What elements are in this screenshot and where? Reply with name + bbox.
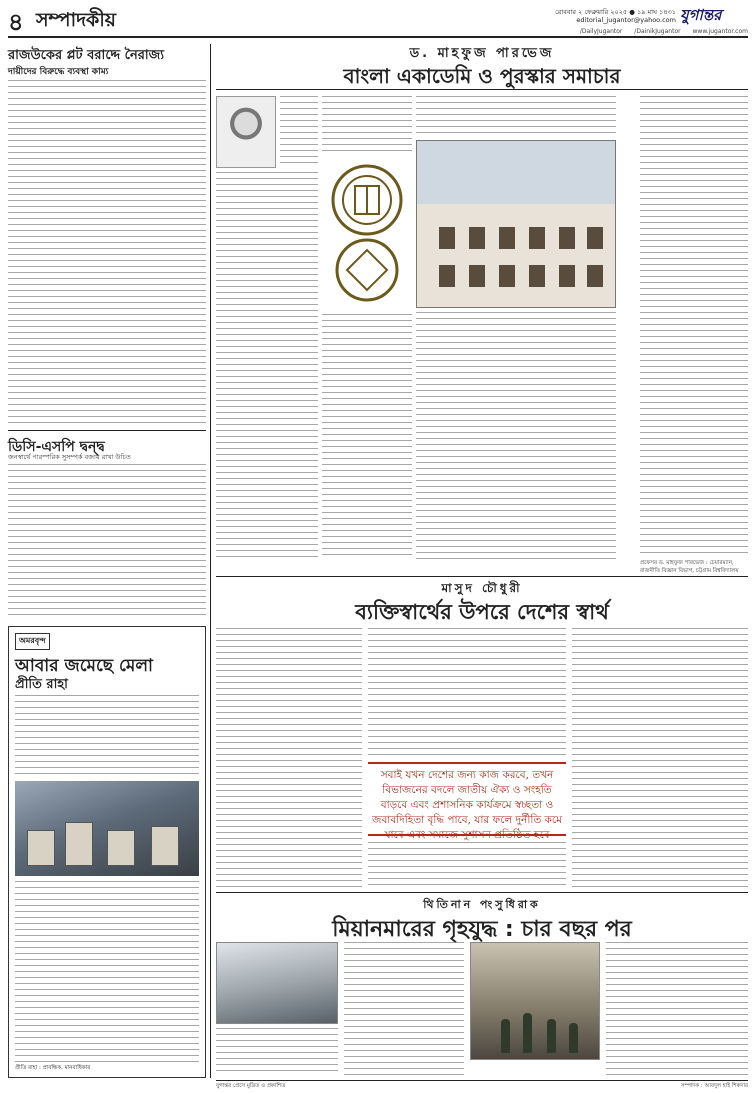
editorial-email: editorial_jugantor@yahoo.com xyxy=(576,16,676,24)
second-article-col-2 xyxy=(368,628,566,756)
second-article-title: ব্যক্তিস্বার্থের উপরে দেশের স্বার্থ xyxy=(355,600,609,624)
printer-line: যুগান্তর প্রেসে মুদ্রিত ও প্রকাশিত xyxy=(216,1083,286,1089)
masthead xyxy=(8,4,748,38)
editor-line: সম্পাদক : আবদুল হাই শিকদার xyxy=(680,1083,748,1089)
column-author-note: প্রীতি রাহা : প্রাবন্ধিক, মানবাধিকার xyxy=(15,1065,91,1071)
facebook-handle: /DailyJugantor xyxy=(579,28,623,35)
main-article-col-2 xyxy=(322,314,412,560)
issue-date: রোববার ২ ফেব্রুয়ারি ২০২৫ ● ১৯ মাঘ ১৪৩১ xyxy=(555,8,676,16)
bangla-academy-emblem xyxy=(322,160,412,310)
page-number: ৪ xyxy=(8,8,24,36)
column-box xyxy=(8,626,206,1078)
main-article-col-3 xyxy=(416,312,616,560)
section-title: সম্পাদকীয় xyxy=(36,9,116,31)
editorial-2-title: ডিসি-এসপি দ্বন্দ্ব xyxy=(8,430,206,459)
social-links xyxy=(570,28,748,35)
editorial-2-body xyxy=(8,464,206,620)
third-article-author: থিতিনান পংসুধিরাক xyxy=(423,898,541,911)
third-article-col-4 xyxy=(606,942,748,1076)
editorial-1-subtitle: দায়ীদের বিরুদ্ধে ব্যবস্থা কাম্য xyxy=(8,67,109,77)
third-article-title: মিয়ানমারের গৃহযুদ্ধ : চার বছর পর xyxy=(332,917,632,942)
main-article-author-note: প্রফেসর ড. মাহফুজ পারভেজ : চেয়ারম্যান, রাজনীতি বিজ্ঞান বিভাগ, চট্টগ্রাম বিশ্ববিদ্যালয় xyxy=(640,560,739,574)
youtube-handle: /DainikJugantor xyxy=(634,28,681,35)
second-article-author: মাসুদ চৌধুরী xyxy=(441,581,523,595)
bangla-academy-building-photo xyxy=(416,140,616,308)
second-article-col-1 xyxy=(216,628,362,888)
website-url: www.jugantor.com xyxy=(692,28,748,35)
third-article-col-2 xyxy=(344,942,464,1076)
main-article-author: ড. মাহফুজ পারভেজ xyxy=(409,46,555,61)
second-article-col-3 xyxy=(572,628,748,888)
editorial-2-subtitle: জনস্বার্থে পারস্পরিক সুসম্পর্ক বজায় রাখা উচিত xyxy=(8,453,131,461)
main-article-col-4 xyxy=(640,96,748,556)
pull-quote: সবাই যখন দেশের জন্য কাজ করবে, তখন বিভাজনের বদলে জাতীয় ঐক্য ও সংহতি বাড়বে এবং প্রশাসনিক কার্যক্রমে স্বচ্ছতা ও জবাবদিহিতা বৃদ্ধি পাবে, যার ফলে দুর্নীতি কমে যাবে এবং সমাজে সুশাসন প্রতিষ্ঠিত হবে xyxy=(368,762,566,836)
main-article-title: বাংলা একাডেমি ও পুরস্কার সমাচার xyxy=(216,62,748,90)
main-article-col-1 xyxy=(216,172,318,560)
column-tag: অমরবৃন্দ xyxy=(15,633,50,650)
myanmar-photo-1 xyxy=(216,942,338,1024)
myanmar-photo-2 xyxy=(470,942,600,1060)
book-fair-photo xyxy=(15,781,199,876)
author-portrait xyxy=(216,96,276,168)
column-author: প্রীতি রাহা xyxy=(15,677,68,692)
column-title: আবার জমেছে মেলা xyxy=(15,656,153,676)
newspaper-logo: যুগান্তর xyxy=(680,6,722,24)
page-footer xyxy=(216,1080,748,1091)
editorial-1-title: রাজউকের প্লট বরাদ্দে নৈরাজ্য xyxy=(8,48,165,63)
editorial-1-body xyxy=(8,80,206,424)
